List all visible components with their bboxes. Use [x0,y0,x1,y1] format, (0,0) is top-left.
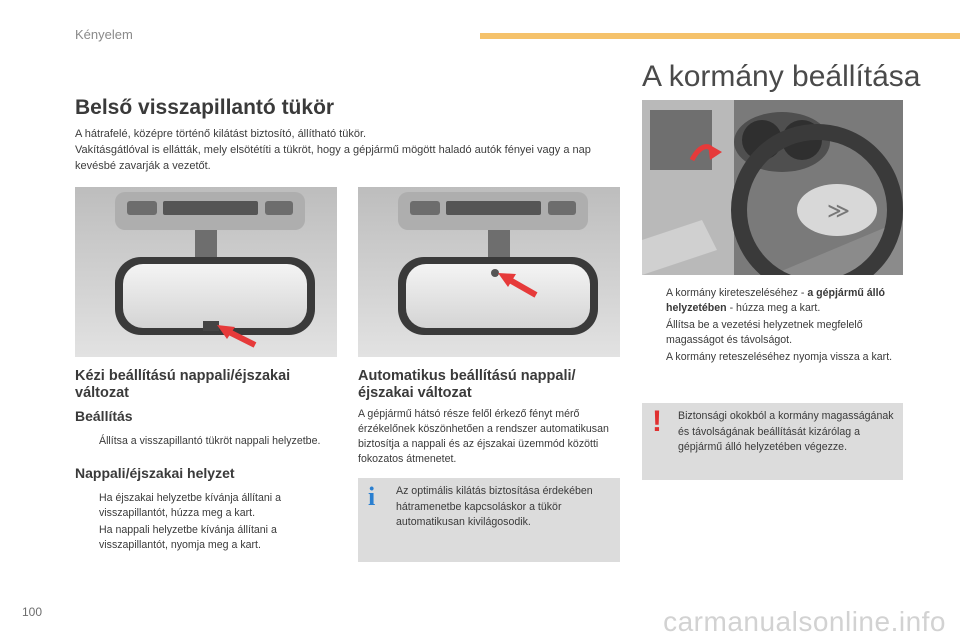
daynight-title: Nappali/éjszakai helyzet [75,465,235,481]
steering-photo [642,100,903,275]
info-text: Az optimális kilátás biztosítása érdekében hátramenetbe kapcsoláskor a tükör automatikusan kivilágosodik. [396,485,593,528]
manual-title: Kézi beállítású nappali/éjszakai változat [75,368,291,401]
info-icon: i [368,482,376,511]
list-item: Állítsa a visszapillantó tükröt nappali helyzetbe. [99,435,321,447]
list-item: Állítsa be a vezetési helyzetnek megfelelő magasságot és távolságot. [666,319,863,346]
manual-mirror-photo [75,187,337,357]
warning-box [642,403,903,480]
svg-text:≫: ≫ [827,198,851,223]
warning-icon: ! [652,405,662,438]
setting-title: Beállítás [75,408,133,424]
info-box [358,478,620,562]
list-item: Ha éjszakai helyzetbe kívánja állítani a visszapillantót, húzza meg a kart. [99,492,281,519]
list-item: A kormány kireteszeléséhez - a gépjármű álló helyzetében - húzza meg a kart. [666,287,886,314]
mirror-intro: A hátrafelé, középre történő kilátást biztosító, állítható tükör. Vakításgátlóval is ellátták, mely elsötétíti a tükröt, hogy a gépjármű mögött haladó autók fényei vagy a nap kevésbé zavarják a vezetőt. [75,128,591,172]
list-item: A kormány reteszeléséhez nyomja vissza a kart. [666,351,893,363]
automatic-text: A gépjármű hátsó része felől érkező fényt mérő érzékelőnek köszönhetően a rendszer automatikusan biztosítja a nappali és az éjszakai üzemmód közötti fokozatos átmenetet. [358,408,609,465]
section-label: Kényelem [75,27,133,42]
section-color-bar [480,33,960,39]
mirror-title: Belső visszapillantó tükör [75,96,335,119]
steering-title: A kormány beállítása [642,60,921,93]
watermark: carmanualsonline.info [663,606,946,637]
page-number: 100 [22,605,43,619]
automatic-mirror-photo [358,187,620,357]
automatic-title: Automatikus beállítású nappali/éjszakai változat [358,368,576,401]
warning-text: Biztonsági okokból a kormány magasságának és távolságának beállítását kizárólag a gépjármű álló helyzetében végezze. [678,410,894,453]
list-item: Ha nappali helyzetbe kívánja állítani a visszapillantót, nyomja meg a kart. [99,524,277,551]
